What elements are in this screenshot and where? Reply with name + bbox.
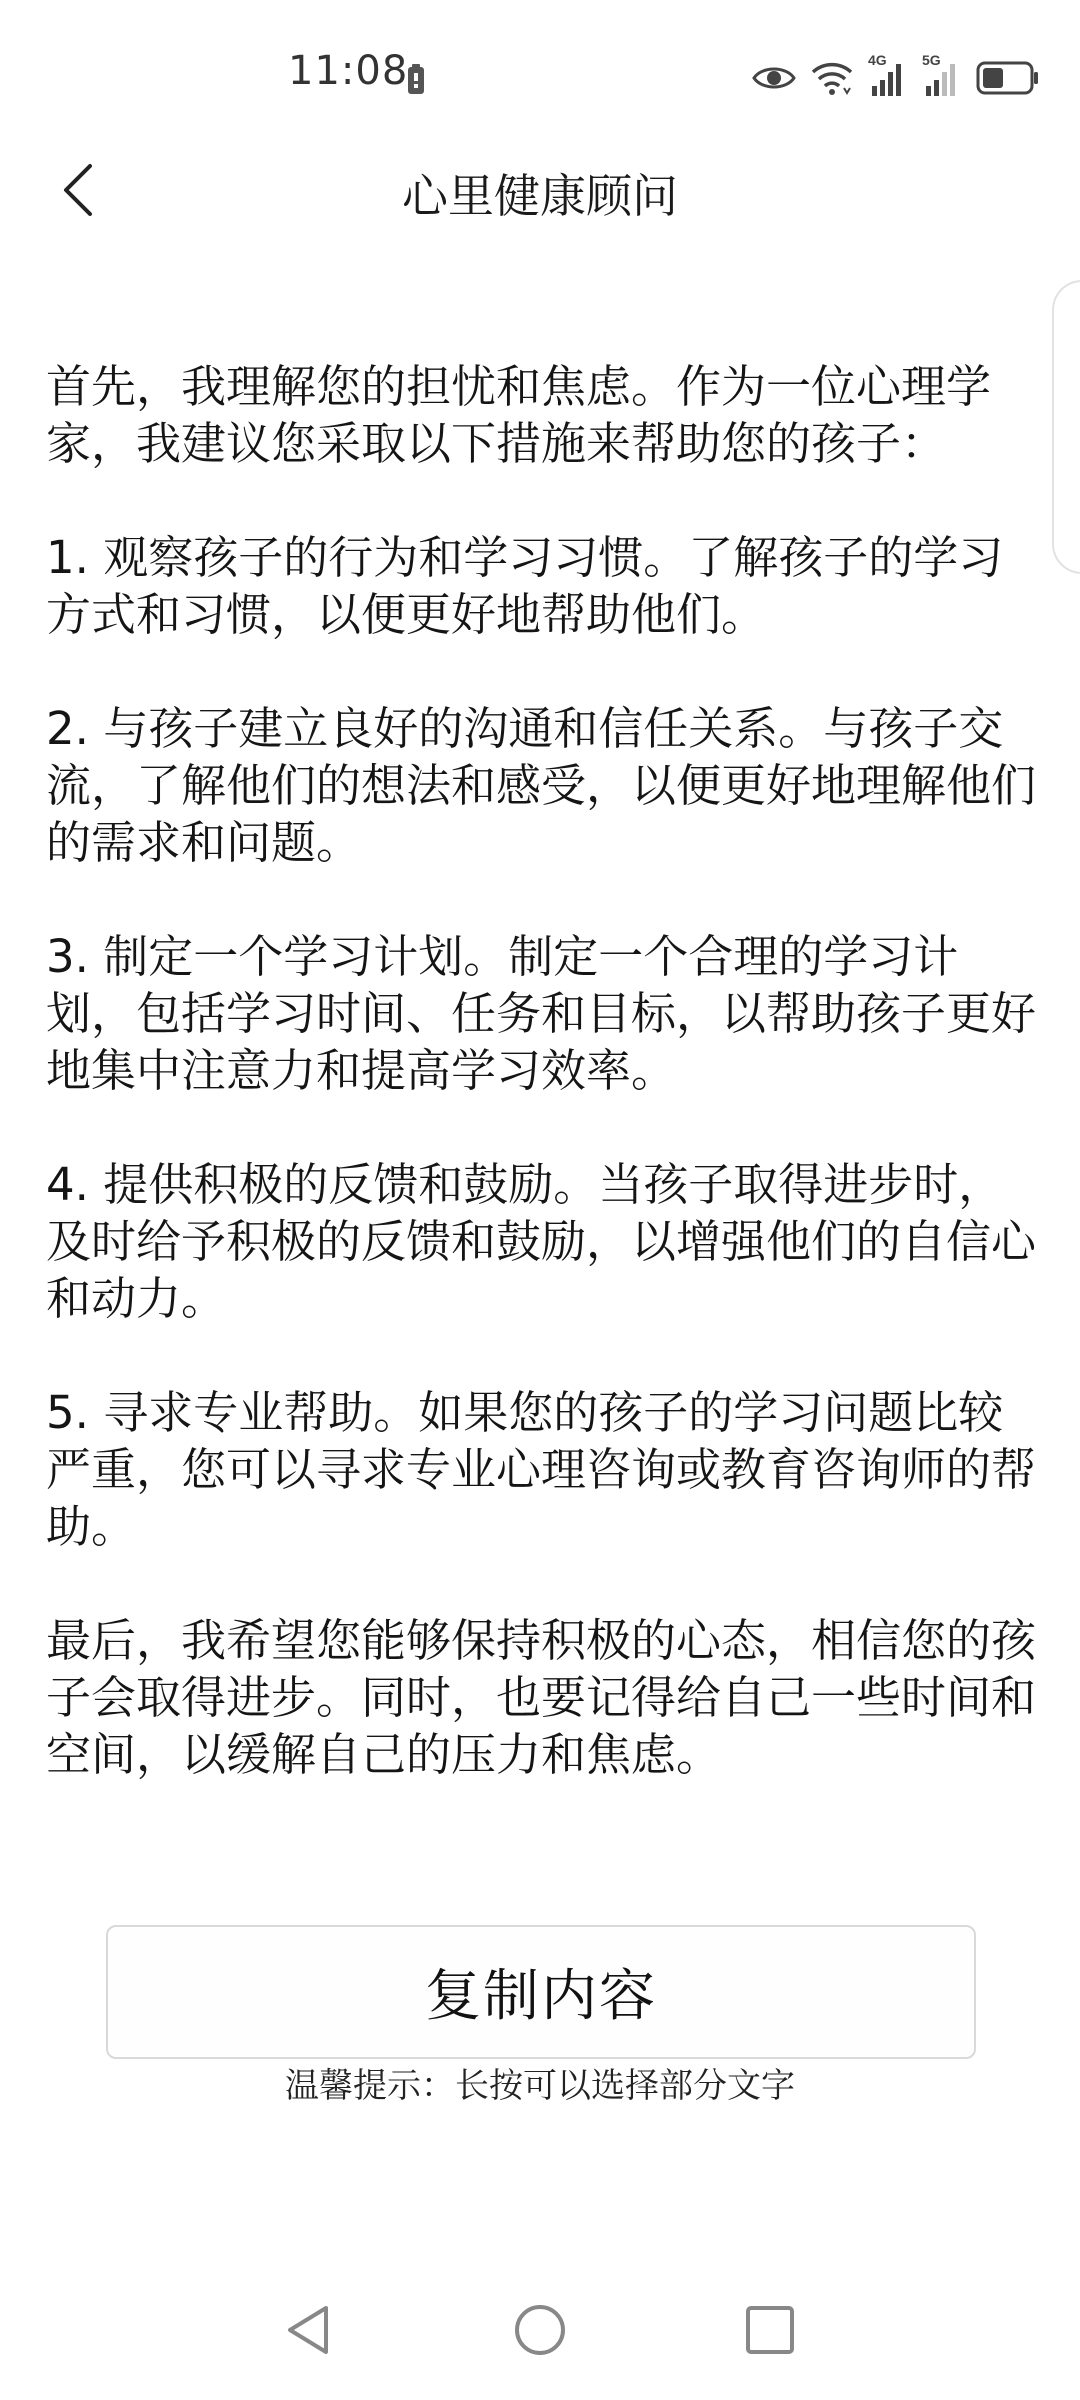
paragraph-1: 1. 观察孩子的行为和学习习惯。了解孩子的学习方式和习惯，以便更好地帮助他们。	[46, 531, 1004, 641]
eye-icon	[752, 63, 796, 93]
status-bar	[0, 0, 1080, 160]
status-time: 11:08	[288, 48, 409, 94]
signal-icon	[922, 58, 962, 98]
triangle-back-icon	[280, 2302, 336, 2358]
tip-text: 温馨提示：长按可以选择部分文字	[285, 2066, 795, 2106]
paragraph-4: 4. 提供积极的反馈和鼓励。当孩子取得进步时，及时给予积极的反馈和鼓励，以增强他们的自信心和动力。	[46, 1158, 1037, 1325]
header	[0, 140, 1080, 240]
battery-saver-icon	[408, 64, 424, 94]
paragraph-intro: 首先，我理解您的担忧和焦虑。作为一位心理学家，我建议您采取以下措施来帮助您的孩子：	[46, 360, 992, 470]
nav-back-button[interactable]	[268, 2290, 348, 2370]
nav-home-button[interactable]	[500, 2290, 580, 2370]
paragraph-conclusion: 最后，我希望您能够保持积极的心态，相信您的孩子会取得进步。同时，也要记得给自己一些时间和空间，以缓解自己的压力和焦虑。	[46, 1614, 1037, 1781]
network-5g-label: 5G	[922, 52, 941, 68]
side-floating-handle[interactable]	[1052, 280, 1080, 574]
response-text	[46, 358, 1046, 1840]
paragraph-5: 5. 寻求专业帮助。如果您的孩子的学习问题比较严重，您可以寻求专业心理咨询或教育咨询师的帮助。	[46, 1386, 1037, 1553]
page-title: 心里健康顾问	[402, 169, 678, 223]
circle-home-icon	[512, 2302, 568, 2358]
paragraph-3: 3. 制定一个学习计划。制定一个合理的学习计划，包括学习时间、任务和目标，以帮助孩子更好地集中注意力和提高学习效率。	[46, 930, 1037, 1097]
status-icons	[752, 52, 1040, 100]
navigation-bar	[0, 2280, 1080, 2400]
paragraph-2: 2. 与孩子建立良好的沟通和信任关系。与孩子交流，了解他们的想法和感受，以便更好地理解他们的需求和问题。	[46, 702, 1037, 869]
wifi-icon	[810, 60, 854, 96]
nav-recents-button[interactable]	[730, 2290, 810, 2370]
signal-5g	[922, 52, 962, 98]
signal-4g	[868, 52, 908, 98]
battery-icon	[976, 61, 1040, 95]
network-4g-label: 4G	[868, 52, 887, 68]
square-recents-icon	[742, 2302, 798, 2358]
signal-icon	[868, 58, 908, 98]
copy-content-button[interactable]: 复制内容	[106, 1925, 976, 2059]
